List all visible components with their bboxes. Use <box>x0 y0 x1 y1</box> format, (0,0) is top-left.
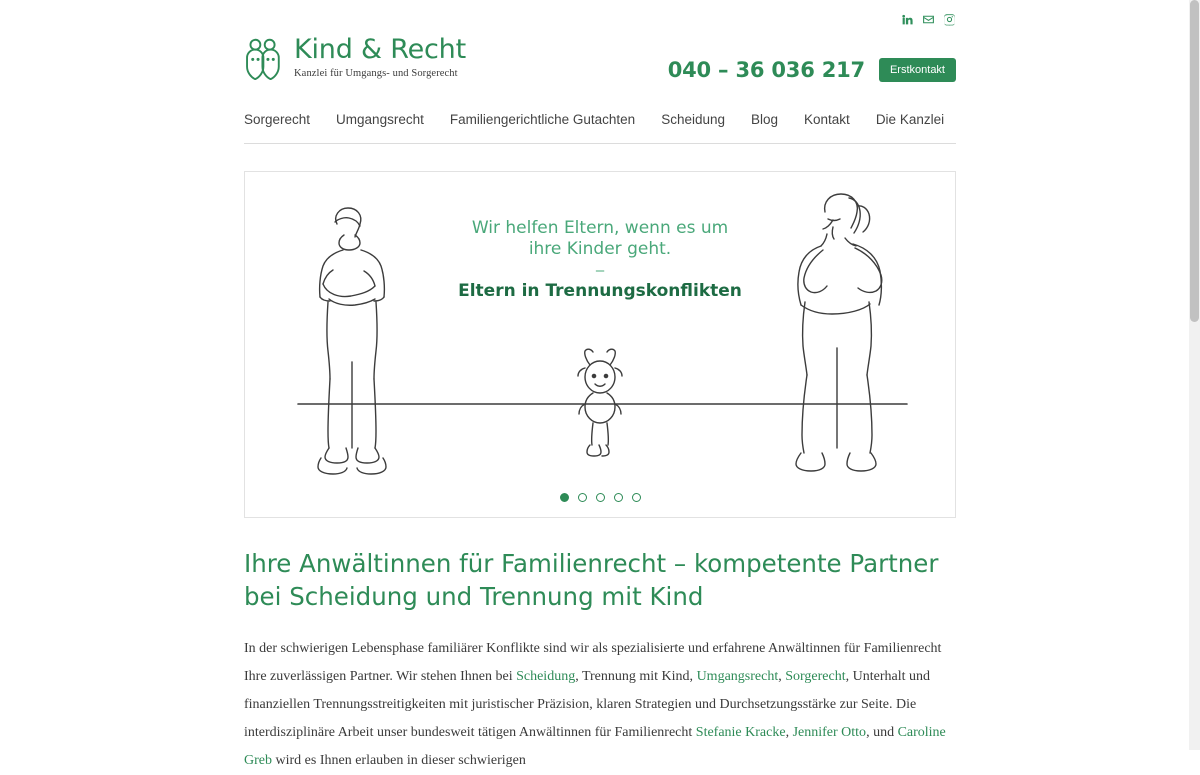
page-title: Ihre Anwältinnen für Familienrecht – kompetente Partner bei Scheidung und Trennung mit Kind <box>244 549 939 611</box>
slider-dot-5[interactable] <box>632 493 641 502</box>
intro-paragraph <box>244 635 956 775</box>
slider-dot-4[interactable] <box>614 493 623 502</box>
hero-headline-bold: Eltern in Trennungskonflikten <box>458 280 742 301</box>
nav-item-scheidung[interactable]: Scheidung <box>661 112 725 127</box>
page-scrollbar[interactable] <box>1189 0 1200 750</box>
main-navigation <box>244 96 956 144</box>
link-caroline-greb[interactable]: Caroline Greb <box>244 725 946 769</box>
site-header <box>244 30 956 82</box>
linkedin-icon[interactable] <box>901 13 914 26</box>
link-sorgerecht[interactable]: Sorgerecht <box>785 669 846 685</box>
brand-text <box>294 32 466 79</box>
slider-dot-3[interactable] <box>596 493 605 502</box>
hero-headline-line1: Wir helfen Eltern, wenn es um <box>471 218 729 238</box>
intro-text-part3: , <box>778 669 786 685</box>
brand-title: Kind & Recht <box>294 34 466 65</box>
erstkontakt-button[interactable]: Erstkontakt <box>879 58 956 82</box>
scrollbar-thumb[interactable] <box>1190 0 1199 322</box>
nav-item-die-kanzlei[interactable]: Die Kanzlei <box>875 112 945 127</box>
social-bar <box>244 0 956 30</box>
link-stefanie-kracke[interactable]: Stefanie Kracke <box>695 725 786 741</box>
hero-slider[interactable] <box>244 171 956 518</box>
slider-dot-2[interactable] <box>578 493 587 502</box>
nav-item-familiengerichtliche-gutachten[interactable]: Familiengerichtliche Gutachten <box>449 112 636 127</box>
hero-headline-line2: ihre Kinder geht. <box>528 239 672 260</box>
intro-text-part4: , Unterhalt und finanziellen Trennungsstreitigkeiten mit juristischer Präzision, klaren Strategien und Durchsetzungsstärke zur Seite. Die interdisziplinäre Arbeit unser bundesweit tätigen Anwältinnen für Familienrecht <box>244 669 930 741</box>
intro-text-part5: , <box>785 725 793 741</box>
brand-subtitle: Kanzlei für Umgangs- und Sorgerecht <box>294 68 458 80</box>
instagram-icon[interactable] <box>943 13 956 26</box>
brand-block[interactable] <box>244 32 466 80</box>
email-icon[interactable] <box>922 13 935 26</box>
link-scheidung[interactable]: Scheidung <box>516 669 576 685</box>
intro-text-part1: In der schwierigen Lebensphase familiärer Konflikte sind wir als spezialisierte und erfahrene Anwältinnen für Familienrecht Ihre zuverlässigen Partner. Wir stehen Ihnen bei <box>244 641 942 685</box>
nav-item-sorgerecht[interactable]: Sorgerecht <box>244 112 311 127</box>
header-actions <box>668 32 956 82</box>
page-container <box>244 0 956 775</box>
hero-divider: – <box>595 261 605 279</box>
phone-number[interactable]: 040 – 36 036 217 <box>667 58 865 82</box>
nav-item-kontakt[interactable]: Kontakt <box>804 112 850 127</box>
hero-illustration <box>245 172 955 517</box>
nav-item-umgangsrecht[interactable]: Umgangsrecht <box>336 112 424 127</box>
slider-dot-1[interactable] <box>560 493 569 502</box>
nav-item-blog[interactable]: Blog <box>751 112 779 127</box>
slider-pagination <box>245 493 955 502</box>
intro-text-part6: , und <box>866 725 898 741</box>
intro-text-part2: , Trennung mit Kind, <box>575 669 697 685</box>
kind-und-recht-logo <box>244 36 282 80</box>
link-jennifer-otto[interactable]: Jennifer Otto <box>792 725 867 741</box>
intro-text-part7: wird es Ihnen erlauben in dieser schwierigen <box>272 753 526 769</box>
link-umgangsrecht[interactable]: Umgangsrecht <box>696 669 779 685</box>
